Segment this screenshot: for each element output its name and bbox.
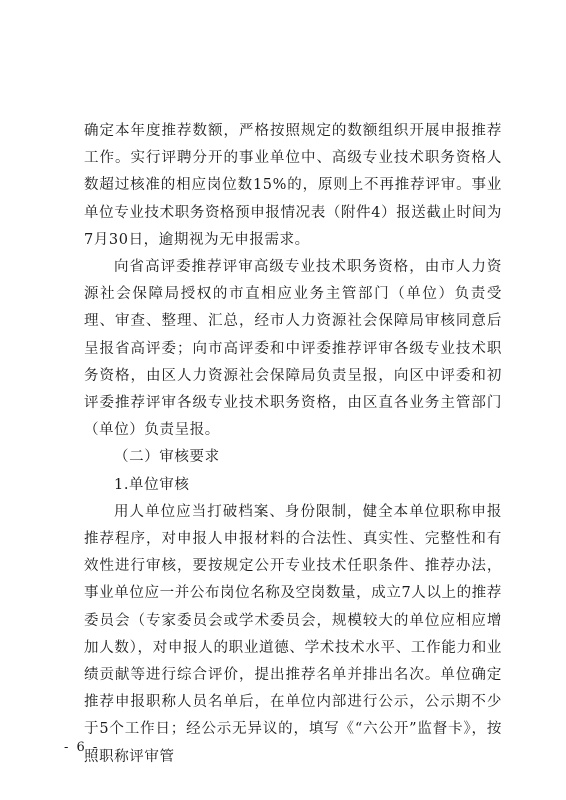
page-number: - 6 - — [64, 740, 100, 755]
section-heading: （二）审核要求 — [114, 449, 220, 466]
paragraph-unit-review: 用人单位应当打破档案、身份限制，健全本单位职称申报推荐程序，对申报人申报材料的合法性、真实性、完整性和有效性进行审核，要按规定公开专业技术任职条件、推荐办法，事业单位应一并公布岗位名称及空岗数量，成立7人以上的推荐委员会（专家委员会或学术委员会，规模较大的单位应相应增加人数），对申报人的职业道德、学术技术水平、工作能力和业绩贡献等进行综合评价，提出推荐名单并排出名次。单位确定推荐申报职称人员名单后，在单位内部进行公示，公示期不少于5个工作日；经公示无异议的，填写《“六公开”监督卡》，按照职称评审管 — [84, 503, 502, 765]
paragraph-recommendation: 向省高评委推荐评审高级专业技术职务资格，由市人力资源社会保障局授权的市直相应业务主管部门（单位）负责受理、审查、整理、汇总，经市人力资源社会保障局审核同意后呈报省高评委；向市高评委和中评委推荐评审各级专业技术职务资格，由区人力资源社会保障局负责呈报，向区中评委和初评委推荐评审各级专业技术职务资格，由区直各业务主管部门（单位）负责呈报。 — [84, 259, 502, 439]
document-body — [84, 118, 502, 771]
paragraph-continuation: 确定本年度推荐数额，严格按照规定的数额组织开展申报推荐工作。实行评聘分开的事业单位中、高级专业技术职务资格人数超过核准的相应岗位数15%的，原则上不再推荐评审。事业单位专业技术职务资格预申报情况表（附件4）报送截止时间为7月30日，逾期视为无申报需求。 — [84, 123, 502, 248]
subsection-heading: 1.单位审核 — [114, 476, 190, 493]
